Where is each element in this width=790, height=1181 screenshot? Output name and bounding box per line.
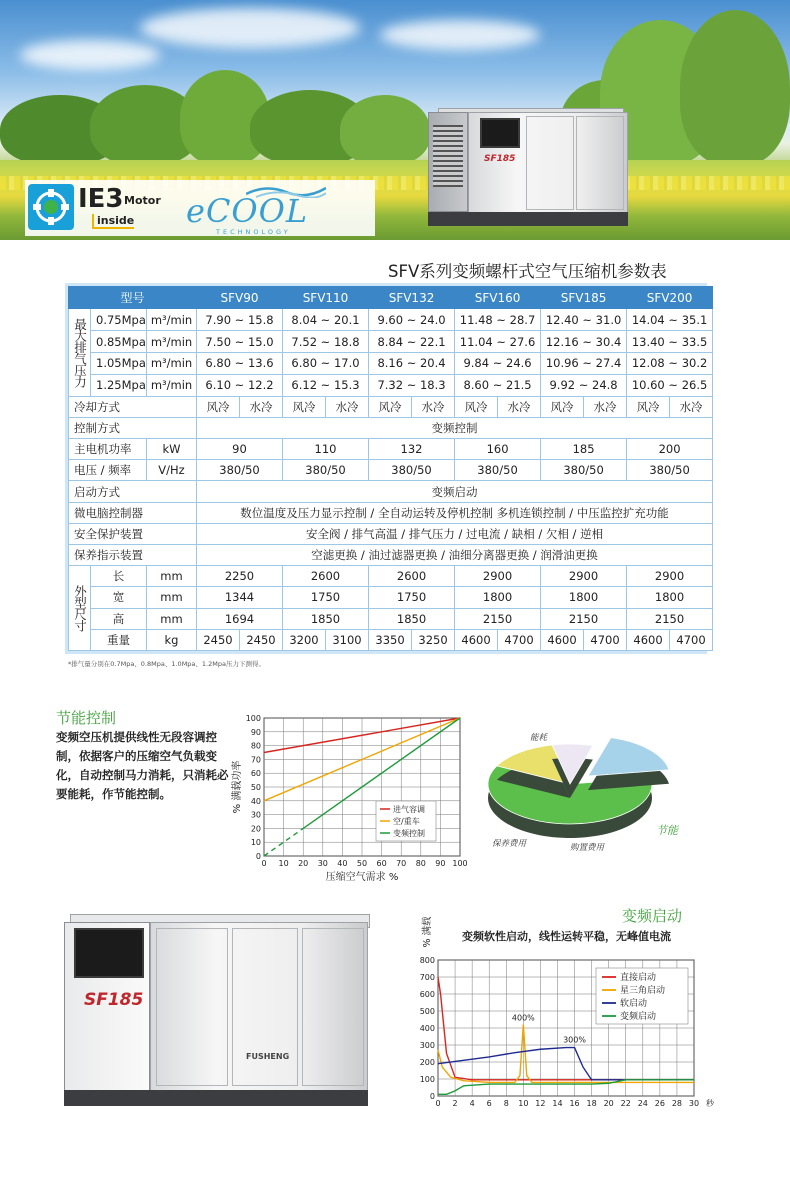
compressor-base — [428, 212, 628, 226]
x-tick-label: 24 — [637, 1099, 648, 1108]
table-row — [69, 566, 713, 587]
flow-cell: 12.08 ~ 30.2 — [627, 353, 713, 375]
maintenance-value: 空滤更换 / 油过滤器更换 / 油细分离器更换 / 润滑油更换 — [197, 545, 713, 566]
header-label: 型号 — [69, 287, 197, 309]
weight-cell: 3350 — [369, 629, 412, 650]
x-tick-label: 90 — [435, 859, 446, 868]
x-tick-label: 10 — [278, 859, 289, 868]
dimension-group-label: 外型尺寸 — [69, 566, 91, 651]
x-tick-label: 26 — [654, 1099, 665, 1108]
weight-cell: 2450 — [197, 629, 240, 650]
x-tick-label: 10 — [518, 1099, 529, 1108]
cooling-air: 风冷 — [283, 396, 326, 417]
unit-cell: m³/min — [147, 374, 197, 396]
controller-value: 数位温度及压力显示控制 / 全自动运转及停机控制 多机连锁控制 / 中压监控扩充功能 — [197, 502, 713, 523]
x-tick-label: 20 — [298, 859, 309, 868]
chart-annotation: 300% — [563, 1035, 586, 1045]
compressor-door — [302, 928, 364, 1086]
legend-label: 变频启动 — [620, 1012, 657, 1022]
dimension-unit: mm — [147, 587, 197, 608]
table-row — [69, 374, 713, 396]
cooling-water: 水冷 — [326, 396, 369, 417]
header-model: SFV160 — [455, 287, 541, 309]
table-row — [69, 417, 713, 438]
cooling-water: 水冷 — [240, 396, 283, 417]
pressure-cell: 1.05Mpa — [91, 353, 147, 375]
x-tick-label: 8 — [503, 1099, 509, 1108]
flow-cell: 11.48 ~ 28.7 — [455, 309, 541, 331]
compressor-brand-label: FUSHENG — [246, 1052, 290, 1061]
table-row — [69, 629, 713, 650]
flow-cell: 13.40 ~ 33.5 — [627, 331, 713, 353]
motor-cell: 90 — [197, 439, 283, 460]
y-tick-label: 200 — [419, 1058, 435, 1067]
dimension-unit: mm — [147, 608, 197, 629]
legend-label: 变频控制 — [393, 829, 425, 838]
header-model: SFV200 — [627, 287, 713, 309]
flow-cell: 8.04 ~ 20.1 — [283, 309, 369, 331]
y-tick-label: 600 — [419, 990, 435, 999]
height-label: 高 — [91, 608, 147, 629]
header-model: SFV90 — [197, 287, 283, 309]
voltage-cell: 380/50 — [283, 460, 369, 481]
y-axis-label: % 满载 — [422, 916, 433, 948]
weight-unit: kg — [147, 629, 197, 650]
voltage-cell: 380/50 — [197, 460, 283, 481]
flow-cell: 6.80 ~ 17.0 — [283, 353, 369, 375]
compressor-door — [576, 116, 624, 210]
width-cell: 1750 — [369, 587, 455, 608]
length-cell: 2600 — [283, 566, 369, 587]
weight-cell: 4700 — [498, 629, 541, 650]
y-tick-label: 100 — [419, 1075, 435, 1084]
table-row — [69, 481, 713, 502]
y-tick-label: 300 — [419, 1041, 435, 1050]
x-tick-label: 0 — [435, 1099, 441, 1108]
y-tick-label: 90 — [250, 727, 261, 737]
safety-label: 安全保护装置 — [69, 523, 197, 544]
ie3-inside-text: inside — [92, 214, 134, 229]
header-model: SFV132 — [369, 287, 455, 309]
flow-cell: 12.16 ~ 30.4 — [541, 331, 627, 353]
motor-cell: 160 — [455, 439, 541, 460]
ie3-icon — [28, 184, 74, 230]
cooling-air: 风冷 — [197, 396, 240, 417]
flow-cell: 9.84 ~ 24.6 — [455, 353, 541, 375]
dimension-unit: mm — [147, 566, 197, 587]
flow-cell: 7.32 ~ 18.3 — [369, 374, 455, 396]
spec-table-frame — [65, 283, 707, 654]
height-cell: 1850 — [369, 608, 455, 629]
y-tick-label: 50 — [250, 783, 261, 792]
flow-cell: 10.96 ~ 27.4 — [541, 353, 627, 375]
motor-cell: 132 — [369, 439, 455, 460]
compressor-door — [156, 928, 228, 1086]
cooling-air: 风冷 — [369, 396, 412, 417]
flow-cell: 8.16 ~ 20.4 — [369, 353, 455, 375]
motor-cell: 110 — [283, 439, 369, 460]
weight-cell: 3200 — [283, 629, 326, 650]
y-tick-label: 800 — [419, 956, 435, 965]
motor-cell: 200 — [627, 439, 713, 460]
width-cell: 1800 — [627, 587, 713, 608]
tree — [680, 10, 790, 165]
flow-cell: 9.92 ~ 24.8 — [541, 374, 627, 396]
ie3-motor-text: Motor — [124, 194, 161, 207]
width-cell: 1800 — [455, 587, 541, 608]
flow-cell: 6.12 ~ 15.3 — [283, 374, 369, 396]
flow-cell: 12.40 ~ 31.0 — [541, 309, 627, 331]
pie-label: 保养费用 — [492, 839, 527, 849]
legend-label: 星三角启动 — [620, 986, 666, 996]
unit-cell: m³/min — [147, 309, 197, 331]
spec-table — [68, 286, 713, 651]
width-cell: 1344 — [197, 587, 283, 608]
y-tick-label: 20 — [250, 824, 261, 834]
table-row — [69, 309, 713, 331]
compressor-model-label: SF185 — [84, 990, 144, 1010]
header-model: SFV185 — [541, 287, 627, 309]
x-tick-label: 80 — [415, 859, 426, 868]
flow-cell: 7.52 ~ 18.8 — [283, 331, 369, 353]
table-row — [69, 502, 713, 523]
flow-cell: 6.10 ~ 12.2 — [197, 374, 283, 396]
pie-label: 购置费用 — [570, 843, 605, 853]
x-tick-label: 50 — [356, 859, 368, 868]
flow-cell: 10.60 ~ 26.5 — [627, 374, 713, 396]
flow-cell: 7.50 ~ 15.0 — [197, 331, 283, 353]
flow-group-label: 最大排气压力 — [69, 309, 91, 396]
power-demand-chart — [226, 708, 472, 884]
x-tick-label: 30 — [688, 1099, 700, 1108]
weight-cell: 3250 — [412, 629, 455, 650]
x-tick-label: 30 — [317, 859, 328, 868]
weight-cell: 3100 — [326, 629, 369, 650]
x-tick-label: 6 — [486, 1099, 492, 1108]
y-tick-label: 80 — [250, 741, 261, 751]
cooling-water: 水冷 — [412, 396, 455, 417]
header-model: SFV110 — [283, 287, 369, 309]
cooling-water: 水冷 — [498, 396, 541, 417]
y-axis-label: % 满载功率 — [232, 760, 243, 814]
height-cell: 2150 — [541, 608, 627, 629]
weight-cell: 4700 — [670, 629, 713, 650]
height-cell: 2150 — [627, 608, 713, 629]
y-tick-label: 10 — [250, 838, 261, 848]
flow-cell: 8.60 ~ 21.5 — [455, 374, 541, 396]
x-tick-label: 22 — [620, 1099, 631, 1108]
pressure-cell: 0.85Mpa — [91, 331, 147, 353]
table-row — [69, 353, 713, 375]
pie-label: 能耗 — [530, 733, 548, 743]
weight-cell: 2450 — [240, 629, 283, 650]
cloud — [20, 40, 160, 70]
voltage-unit: V/Hz — [147, 460, 197, 481]
x-tick-label: 60 — [376, 859, 387, 868]
weight-cell: 4700 — [584, 629, 627, 650]
x-tick-label: 12 — [535, 1099, 546, 1108]
x-tick-label: 18 — [586, 1099, 597, 1108]
maintenance-label: 保养指示装置 — [69, 545, 197, 566]
flow-cell: 7.90 ~ 15.8 — [197, 309, 283, 331]
table-row — [69, 608, 713, 629]
ecool-technology-text: TECHNOLOGY — [216, 228, 291, 236]
x-tick-label: 16 — [569, 1099, 580, 1108]
y-tick-label: 400 — [419, 1024, 435, 1033]
table-row — [69, 587, 713, 608]
control-panel — [74, 928, 144, 978]
voltage-cell: 380/50 — [369, 460, 455, 481]
pressure-cell: 0.75Mpa — [91, 309, 147, 331]
pie-label: 节能 — [656, 824, 678, 837]
length-label: 长 — [91, 566, 147, 587]
weight-cell: 4600 — [541, 629, 584, 650]
height-cell: 1694 — [197, 608, 283, 629]
cloud — [140, 8, 360, 48]
control-panel — [480, 118, 520, 148]
table-row — [69, 523, 713, 544]
compressor-model-label: SF185 — [484, 154, 516, 164]
weight-label: 重量 — [91, 629, 147, 650]
y-tick-label: 700 — [419, 973, 435, 982]
start-label: 启动方式 — [69, 481, 197, 502]
control-value: 变频控制 — [197, 417, 713, 438]
voltage-cell: 380/50 — [541, 460, 627, 481]
length-cell: 2250 — [197, 566, 283, 587]
y-tick-label: 500 — [419, 1007, 435, 1016]
flow-cell: 6.80 ~ 13.6 — [197, 353, 283, 375]
flow-cell: 8.84 ~ 22.1 — [369, 331, 455, 353]
control-label: 控制方式 — [69, 417, 197, 438]
compressor-door — [232, 928, 298, 1086]
energy-section-text: 变频空压机提供线性无段容调控制，依据客户的压缩空气负载变化，自动控制马力消耗，只消耗必要能耗，作节能控制。 — [56, 730, 229, 801]
voltage-cell: 380/50 — [627, 460, 713, 481]
startup-current-chart — [412, 906, 732, 1114]
cooling-label: 冷却方式 — [69, 396, 197, 417]
ie3-motor-logo — [28, 184, 161, 234]
table-row — [69, 331, 713, 353]
compressor-grill — [433, 125, 463, 187]
compressor-base — [64, 1090, 368, 1106]
motor-cell: 185 — [541, 439, 627, 460]
width-label: 宽 — [91, 587, 147, 608]
height-cell: 2150 — [455, 608, 541, 629]
voltage-cell: 380/50 — [455, 460, 541, 481]
legend-label: 空/重车 — [393, 817, 420, 826]
legend-label: 进气容调 — [393, 805, 425, 814]
table-row — [69, 545, 713, 566]
start-value: 变频启动 — [197, 481, 713, 502]
spec-table-title: SFV系列变频螺杆式空气压缩机参数表 — [388, 262, 667, 281]
x-tick-label: 70 — [396, 859, 407, 868]
table-footnote: *排气量分别在0.7Mpa、0.8Mpa、1.0Mpa、1.2Mpa压力下测得。 — [68, 660, 265, 668]
unit-cell: m³/min — [147, 353, 197, 375]
weight-cell: 4600 — [627, 629, 670, 650]
ecool-text: eCOOL — [186, 192, 309, 230]
energy-section-title: 节能控制 — [56, 709, 117, 727]
cooling-water: 水冷 — [584, 396, 627, 417]
length-cell: 2900 — [541, 566, 627, 587]
y-tick-label: 60 — [250, 769, 261, 779]
cloud — [380, 20, 540, 50]
x-tick-label: 14 — [552, 1099, 563, 1108]
x-tick-label: 40 — [337, 859, 348, 868]
legend-label: 软启动 — [620, 999, 648, 1009]
y-tick-label: 100 — [245, 714, 261, 723]
table-row — [69, 396, 713, 417]
y-tick-label: 40 — [250, 796, 261, 806]
y-tick-label: 0 — [255, 852, 261, 861]
table-row — [69, 460, 713, 481]
width-cell: 1800 — [541, 587, 627, 608]
pie-slice — [588, 738, 669, 776]
motor-label: 主电机功率 — [69, 439, 147, 460]
ie3-text: IE3 — [78, 184, 124, 214]
controller-label: 微电脑控制器 — [69, 502, 197, 523]
cooling-air: 风冷 — [455, 396, 498, 417]
table-row — [69, 439, 713, 460]
flow-cell: 14.04 ~ 35.1 — [627, 309, 713, 331]
length-cell: 2900 — [455, 566, 541, 587]
chart-annotation: 400% — [511, 1013, 535, 1023]
x-tick-label: 0 — [261, 859, 267, 868]
width-cell: 1750 — [283, 587, 369, 608]
x-tick-label: 4 — [469, 1099, 475, 1108]
x-axis-unit: 秒 — [706, 1099, 714, 1108]
unit-cell: m³/min — [147, 331, 197, 353]
y-tick-label: 30 — [250, 810, 261, 820]
flow-cell: 9.60 ~ 24.0 — [369, 309, 455, 331]
vfd-start-title: 变频启动 — [622, 907, 683, 925]
y-tick-label: 0 — [429, 1092, 435, 1101]
flow-cell: 11.04 ~ 27.6 — [455, 331, 541, 353]
x-tick-label: 100 — [452, 859, 468, 868]
legend-label: 直接启动 — [620, 973, 657, 983]
weight-cell: 4600 — [455, 629, 498, 650]
cooling-air: 风冷 — [627, 396, 670, 417]
length-cell: 2600 — [369, 566, 455, 587]
cooling-air: 风冷 — [541, 396, 584, 417]
table-header-row — [69, 287, 713, 309]
motor-unit: kW — [147, 439, 197, 460]
height-cell: 1850 — [283, 608, 369, 629]
cost-pie-chart — [478, 724, 698, 864]
banner — [0, 0, 790, 240]
pressure-cell: 1.25Mpa — [91, 374, 147, 396]
compressor-door — [526, 116, 574, 210]
x-tick-label: 20 — [603, 1099, 614, 1108]
tree — [340, 95, 430, 165]
x-axis-label: 压缩空气需求 % — [325, 872, 399, 883]
voltage-label: 电压 / 频率 — [69, 460, 147, 481]
length-cell: 2900 — [627, 566, 713, 587]
safety-value: 安全阀 / 排气高温 / 排气压力 / 过电流 / 缺相 / 欠相 / 逆相 — [197, 523, 713, 544]
x-tick-label: 28 — [671, 1099, 683, 1108]
ecool-logo — [186, 180, 336, 236]
y-tick-label: 70 — [250, 755, 261, 765]
cooling-water: 水冷 — [670, 396, 713, 417]
x-tick-label: 2 — [452, 1099, 458, 1108]
vfd-start-subtitle: 变频软性启动，线性运转平稳，无峰值电流 — [462, 930, 671, 943]
